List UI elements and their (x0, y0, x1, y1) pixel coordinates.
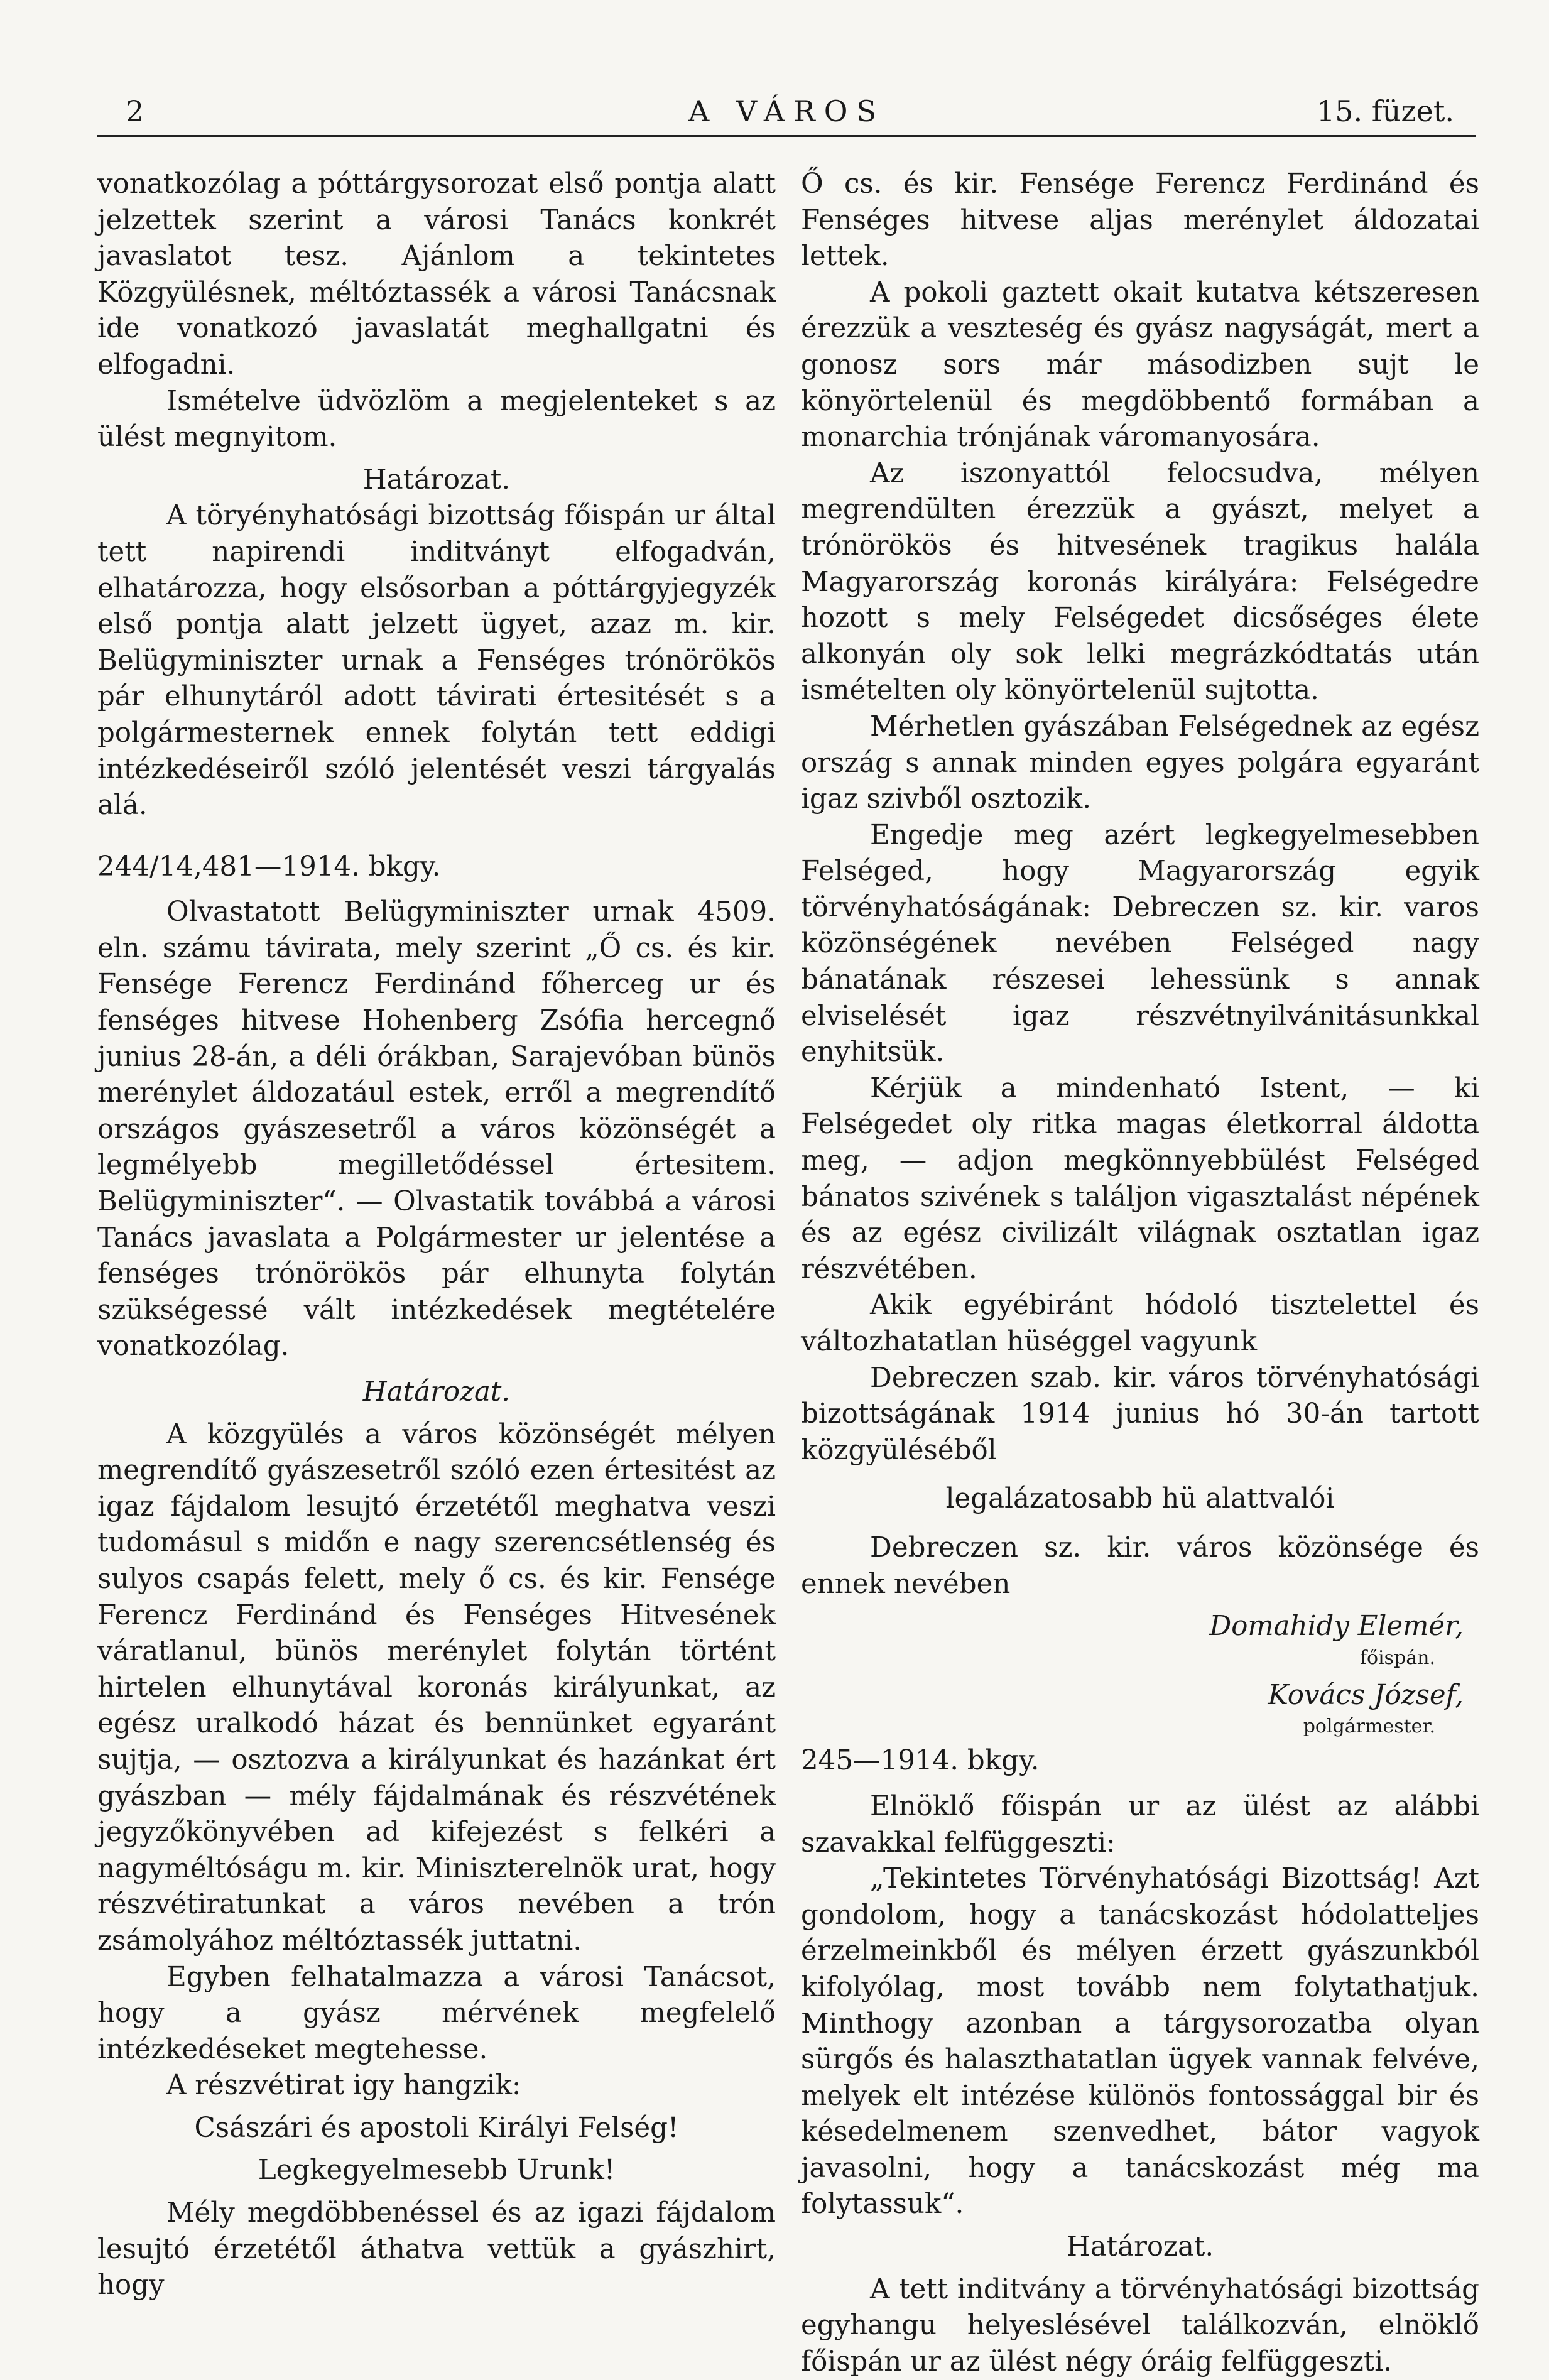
paragraph: Egyben felhatalmazza a városi Tanácsot, hogy a gyász mérvének megfelelő intézkedéseket megtehesse. (97, 1961, 776, 2065)
page-header (97, 91, 1476, 137)
paragraph: vonatkozólag a póttárgysorozat első pontja alatt jelzettek szerint a városi Tanács konkrét javaslatot tesz. Ajánlom a tekintetes Közgyülésnek, méltóztassék a városi Tanácsnak ide vonatkozó javaslatát meghallgatni és elfogadni. (97, 168, 776, 381)
right-column (801, 166, 1479, 2380)
paragraph: A tett inditvány a törvényhatósági bizottság egyhangu helyeslésével találkozván, elnöklő főispán ur az ülést négy óráig felfüggeszti. (801, 2273, 1479, 2377)
signature-role: főispán. (1359, 1646, 1435, 1669)
case-number: 245—1914. bkgy. (801, 1745, 1040, 1777)
paragraph: Olvastatott Belügyminiszter urnak 4509. eln. számu távirata, mely szerint „Ő cs. és kir. Fensége Ferencz Ferdinánd főherceg ur és fenséges hitvese Hohenberg Zsófia hercegnő junius 28-án, a déli órákban, Sarajevóban bünös merénylet áldozatául estek, erről a megrendítő országos gyászesetről a város közönségét a legmélyebb megilletődéssel értesitem. Belügyminiszter“. — Olvastatik továbbá a városi Tanács javaslata a Polgármester ur jelentése a fenséges trónörökös pár elhunyta folytán szükségessé vált intézkedések megtételére vonatkozólag. (97, 896, 776, 1362)
salutation: Császári és apostoli Királyi Felség! (194, 2112, 679, 2144)
salutation: Legkegyelmesebb Urunk! (258, 2154, 616, 2187)
paragraph: A részvétirat igy hangzik: (166, 2070, 521, 2102)
paragraph: A közgyülés a város közönségét mélyen megrendítő gyászesetről szóló ezen értesitést az igaz fájdalom lesujtó érzetétől meghatva veszi tudomásul s midőn e nagy szerencsétlenség és sulyos csapás felett, mely ő cs. és kir. Fensége Ferencz Ferdinánd és Fenséges Hitvesének váratlanul, bünös merénylet folytán történt hirtelen elhunytával koronás királyunkat, az egész uralkodó házat és bennünket egyaránt sujtja, — osztozva a királyunkat és hazánkat ért gyászban — mély fájdalmának és részvétének jegyzőkönyvében ad kifejezést s felkéri a nagyméltóságu m. kir. Miniszterelnök urat, hogy részvétiratunkat a város nevében a trón zsámolyához méltóztassék juttatni. (97, 1418, 776, 1957)
section-heading: Határozat. (362, 1376, 511, 1408)
paragraph: Mély megdöbbenéssel és az igazi fájdalom lesujtó érzetétől áthatva vettük a gyászhirt, hogy (97, 2197, 776, 2301)
signature-name: Kovács József, (1268, 1679, 1464, 1711)
paragraph: Engedje meg azért legkegyelmesebben Felséged, hogy Magyarország egyik törvényhatóságának: Debreczen sz. kir. varos közönségének nevében Felséged nagy bánatának részesei lehessünk s annak elviselését igaz részvétnyilvánitásunkkal enyhitsük. (801, 819, 1479, 1068)
signature-role: polgármester. (1303, 1715, 1435, 1738)
issue-number: 15. füzet. (1317, 94, 1454, 128)
paragraph: Debreczen szab. kir. város törvényhatósági bizottságának 1914 junius hó 30-án tartott közgyüléséből (801, 1362, 1479, 1466)
section-heading: Határozat. (1066, 2231, 1214, 2263)
paragraph: Mérhetlen gyászában Felségednek az egész ország s annak minden egyes polgára egyaránt igaz szivből osztozik. (801, 710, 1479, 815)
left-column (97, 166, 776, 2304)
page-number: 2 (126, 94, 144, 128)
paragraph: „Tekintetes Törvényhatósági Bizottság! Azt gondolom, hogy a tanácskozást hódolatteljes érzelmeinkből és mélyen érzett gyászunkból kifolyólag, most tovább nem folytathatjuk. Minthogy azonban a tárgysorozatba olyan sürgős és halaszthatatlan ügyek vannak felvéve, melyek elt intézése különös fontossággal bir és késedelmenem szenvedhet, bátor vagyok javasolni, hogy a tanácskozást még ma folytassuk“. (801, 1863, 1479, 2220)
paragraph: Ő cs. és kir. Fensége Ferencz Ferdinánd és Fenséges hitvese aljas merénylet áldozatai lettek. (801, 168, 1479, 273)
case-number: 244/14,481—1914. bkgy. (97, 850, 441, 883)
paragraph: Akik egyébiránt hódoló tisztelettel és változhatatlan hüséggel vagyunk (801, 1290, 1479, 1357)
paragraph: Elnöklő főispán ur az ülést az alábbi szavakkal felfüggeszti: (801, 1790, 1479, 1859)
paragraph: A pokoli gaztett okait kutatva kétszeresen érezzük a veszteség és gyász nagyságát, mert a gonosz sors már másodizben sujt le könyörtelenül és megdöbbentő formában a monarchia trónjának váromanyosára. (801, 276, 1479, 454)
section-heading: Határozat. (362, 464, 511, 496)
journal-title: A VÁROS (688, 94, 886, 128)
paragraph: Kérjük a mindenható Istent, — ki Felségedet oly ritka magas életkorral áldotta meg, — adjon megkönnyebbülést Felséged bánatos szivének s találjon vigasztalást népének és az egész civilizált világnak osztatlan igaz részvétében. (801, 1072, 1479, 1285)
paragraph: Ismételve üdvözlöm a megjelenteket s az ülést megnyitom. (97, 385, 776, 454)
signature-name: Domahidy Elemér, (1209, 1611, 1464, 1643)
closing-line: legalázatosabb hü alattvalói (945, 1483, 1335, 1515)
paragraph: Debreczen sz. kir. város közönsége és ennek nevében (801, 1531, 1479, 1600)
paragraph: Az iszonyattól felocsudva, mélyen megrendülten érezzük a gyászt, melyet a trónörökös és hitvesének tragikus halála Magyarország koronás királyára: Felségedre hozott s mely Felségedet dicsőséges élete alkonyán oly sok lelki megrázkódtatás után ismételten oly könyörtelenül sujtotta. (801, 457, 1479, 707)
paragraph: A töryényhatósági bizottság főispán ur által tett napirendi inditványt elfogadván, elhatározza, hogy elsősorban a póttárgyjegyzék első pontja alatt jelzett ügyet, azaz m. kir. Belügyminiszter urnak a Fenséges trónörökös pár elhunytáról adott távirati értesitését s a polgármesternek ennek folytán tett eddigi intézkedéseiről szóló jelentését veszi tárgyalás alá. (97, 500, 776, 822)
